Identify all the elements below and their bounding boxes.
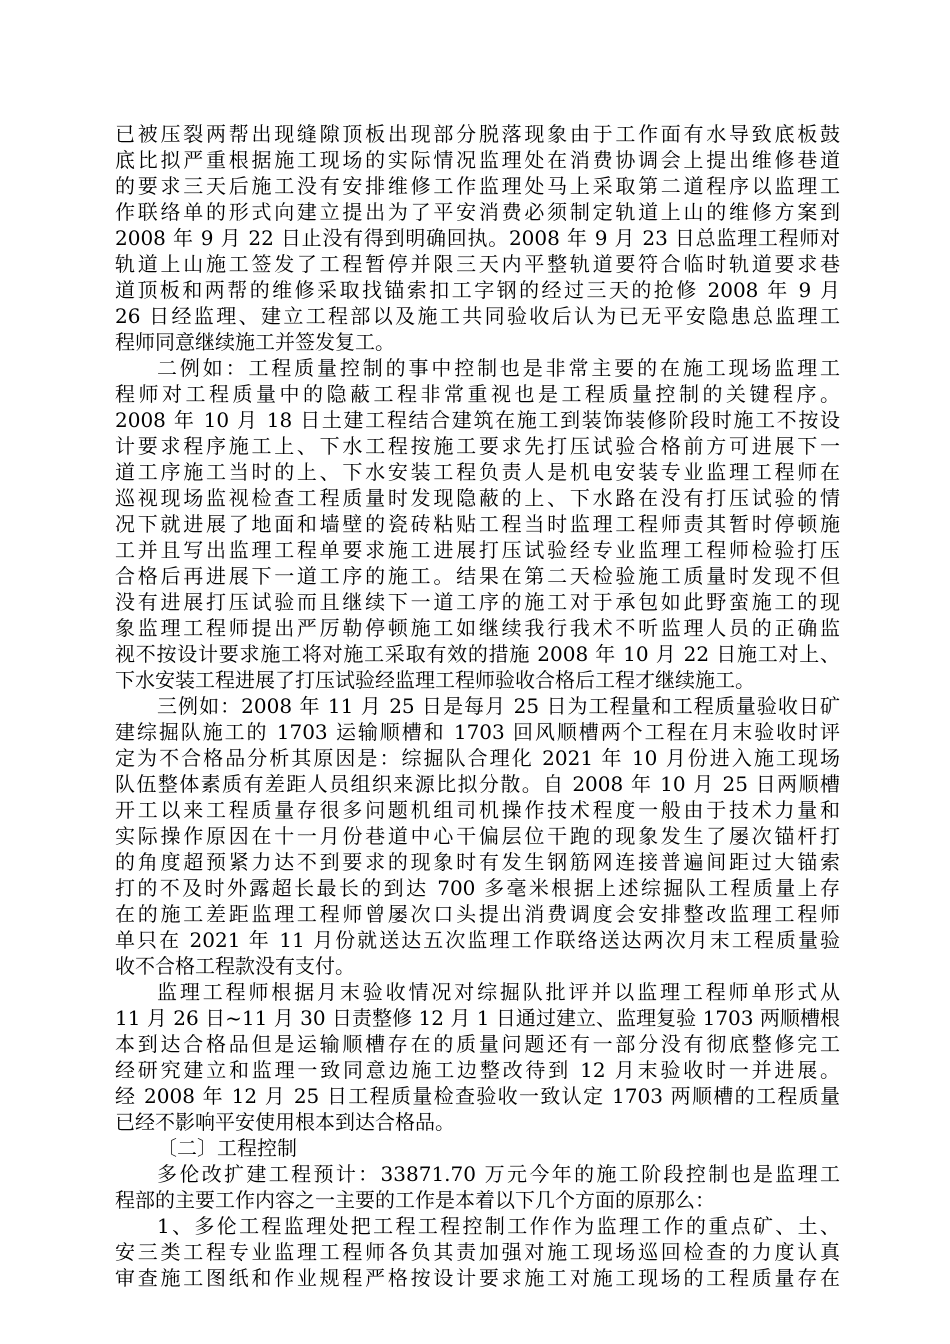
text-line: 审查施工图纸和作业规程严格按设计要求施工对施工现场的工程质量存在 xyxy=(115,1266,840,1290)
text-line: 在的施工差距监理工程师曾屡次口头提出消费调度会安排整改监理工程师 xyxy=(115,902,840,926)
text-line: 巡视现场监视检查工程质量时发现隐蔽的上、下水路在没有打压试验的情 xyxy=(115,486,840,510)
text-line: 26 日经监理、建立工程部以及施工共同验收后认为已无平安隐患总监理工 xyxy=(115,304,840,328)
text-line: 实际操作原因在十一月份巷道中心干偏层位干跑的现象发生了屡次锚杆打 xyxy=(115,824,840,848)
text-line: 开工以来工程质量存很多问题机组司机操作技术程度一般由于技术力量和 xyxy=(115,798,840,822)
text-line: 二例如：工程质量控制的事中控制也是非常主要的在施工现场监理工 xyxy=(157,356,840,380)
text-line: 作联络单的形式向建立提出为了平安消费必须制定轨道上山的维修方案到 xyxy=(115,200,840,224)
text-line: 2008 年 9 月 22 日止没有得到明确回执。2008 年 9 月 23 日总监理工程师对 xyxy=(115,226,840,250)
text-line: 1、多伦工程监理处把工程工程控制工作作为监理工作的重点矿、土、 xyxy=(157,1214,840,1238)
text-line: 程师同意继续施工并签发复工。 xyxy=(115,330,395,354)
text-line: 建综掘队施工的 1703 运输顺槽和 1703 回风顺槽两个工程在月末验收时评 xyxy=(115,720,840,744)
text-line: 2008 年 10 月 18 日土建工程结合建筑在施工到装饰装修阶段时施工不按设 xyxy=(115,408,840,432)
text-line: 经 2008 年 12 月 25 日工程质量检查验收一致认定 1703 两顺槽的工程质量 xyxy=(115,1084,840,1108)
text-line: 收不合格工程款没有支付。 xyxy=(115,954,355,978)
text-line: 象监理工程师提出严厉勒停顿施工如继续我行我术不听监理人员的正确监 xyxy=(115,616,840,640)
text-line: 道工序施工当时的上、下水安装工程负责人是机电安装专业监理工程师在 xyxy=(115,460,840,484)
text-line: 工并且写出监理工程单要求施工进展打压试验经专业监理工程师检验打压 xyxy=(115,538,840,562)
text-line: 下水安装工程进展了打压试验经监理工程师验收合格后工程才继续施工。 xyxy=(115,668,755,692)
text-line: 已经不影响平安使用根本到达合格品。 xyxy=(115,1110,455,1134)
text-line: 合格后再进展下一道工序的施工。结果在第二天检验施工质量时发现不但 xyxy=(115,564,840,588)
text-line: 的角度超预紧力达不到要求的现象时有发生钢筋网连接普遍间距过大锚索 xyxy=(115,850,840,874)
text-line: 11 月 26 日~11 月 30 日责整修 12 月 1 日通过建立、监理复验 1703 两顺槽根 xyxy=(115,1006,840,1030)
text-line: 经研究建立和监理一致同意边施工边整改待到 12 月末验收时一并进展。 xyxy=(115,1058,840,1082)
text-line: 三例如：2008 年 11 月 25 日是每月 25 日为工程量和工程质量验收日矿 xyxy=(157,694,840,718)
text-line: 况下就进展了地面和墙壁的瓷砖粘贴工程当时监理工程师责其暂时停顿施 xyxy=(115,512,840,536)
text-line: 底比拟严重根据施工现场的实际情况监理处在消费协调会上提出维修巷道 xyxy=(115,148,840,172)
text-line: 〔二〕工程控制 xyxy=(157,1136,297,1160)
text-line: 轨道上山施工签发了工程暂停并限三天内平整轨道要符合临时轨道要求巷 xyxy=(115,252,840,276)
text-line: 已被压裂两帮出现缝隙顶板出现部分脱落现象由于工作面有水导致底板鼓 xyxy=(115,122,840,146)
text-line: 计要求程序施工上、下水工程按施工要求先打压试验合格前方可进展下一 xyxy=(115,434,840,458)
text-line: 道顶板和两帮的维修采取找锚索扣工字钢的经过三天的抢修 2008 年 9 月 xyxy=(115,278,840,302)
text-line: 程师对工程质量中的隐蔽工程非常重视也是工程质量控制的关键程序。 xyxy=(115,382,840,406)
text-line: 本到达合格品但是运输顺槽存在的质量问题还有一部分没有彻底整修完工 xyxy=(115,1032,840,1056)
text-line: 视不按设计要求施工将对施工采取有效的措施 2008 年 10 月 22 日施工对上、 xyxy=(115,642,840,666)
text-line: 队伍整体素质有差距人员组织来源比拟分散。自 2008 年 10 月 25 日两顺槽 xyxy=(115,772,840,796)
text-line: 打的不及时外露超长最长的到达 700 多毫米根据上述综掘队工程质量上存 xyxy=(115,876,840,900)
body-text xyxy=(115,121,840,1291)
text-line: 程部的主要工作内容之一主要的工作是本着以下几个方面的原那么： xyxy=(115,1188,715,1212)
text-line: 多伦改扩建工程预计：33871.70 万元今年的施工阶段控制也是监理工 xyxy=(157,1162,840,1186)
text-line: 安三类工程专业监理工程师各负其责加强对施工现场巡回检查的力度认真 xyxy=(115,1240,840,1264)
text-line: 单只在 2021 年 11 月份就送达五次监理工作联络送达两次月末工程质量验 xyxy=(115,928,840,952)
text-line: 监理工程师根据月末验收情况对综掘队批评并以监理工程师单形式从 xyxy=(157,980,840,1004)
text-line: 的要求三天后施工没有安排维修工作监理处马上采取第二道程序以监理工 xyxy=(115,174,840,198)
text-line: 没有进展打压试验而且继续下一道工序的施工对于承包如此野蛮施工的现 xyxy=(115,590,840,614)
text-line: 定为不合格品分析其原因是：综掘队合理化 2021 年 10 月份进入施工现场 xyxy=(115,746,840,770)
